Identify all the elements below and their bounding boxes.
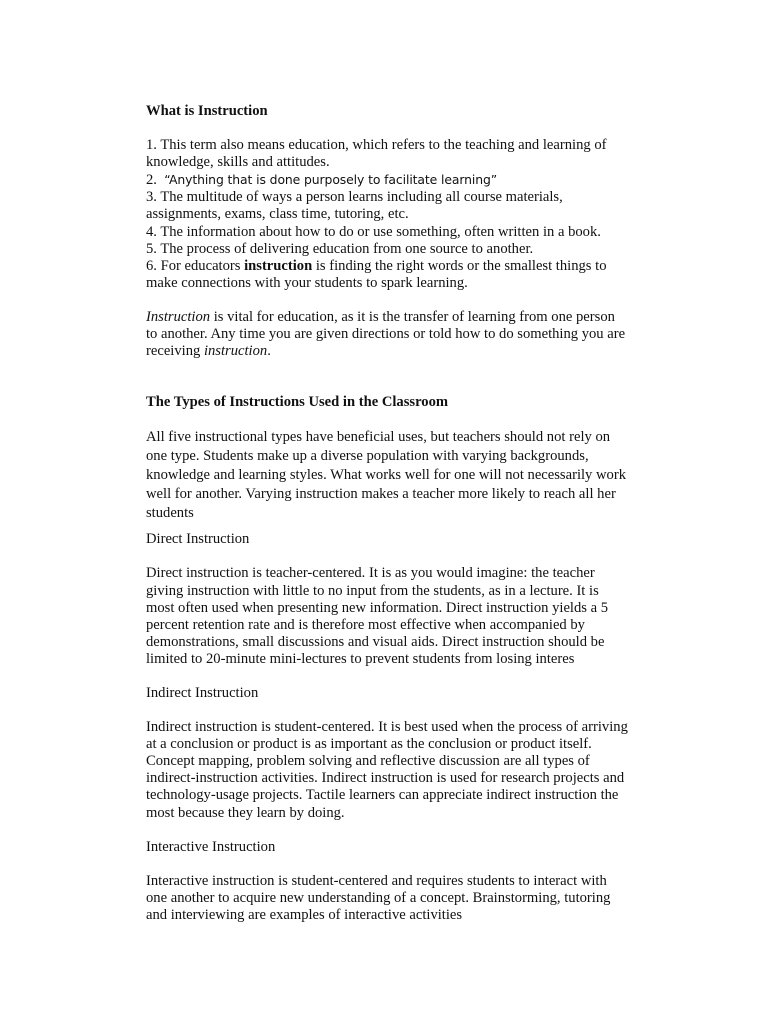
interactive-instruction-paragraph <box>146 873 646 924</box>
section-heading-what-is-instruction: What is Instruction <box>146 103 268 119</box>
subheading-indirect-instruction: Indirect Instruction <box>146 684 259 701</box>
indirect-line: Indirect instruction is student-centered. It is best used when the process of arriving <box>146 719 628 736</box>
direct-instruction-paragraph <box>146 565 646 668</box>
intro-line: knowledge and learning styles. What works well for one will not necessarily work <box>146 467 626 484</box>
subheading-interactive-instruction: Interactive Instruction <box>146 838 276 855</box>
indirect-line: most because they learn by doing. <box>146 804 345 821</box>
definition-item-1-continued: knowledge, skills and attitudes. <box>146 154 330 171</box>
paragraph-line-1-rest: is vital for education, as it is the transfer of learning from one person <box>210 308 615 325</box>
indirect-line: at a conclusion or product is as important as the conclusion or product itself. <box>146 736 592 753</box>
paragraph-italic-instruction-2: instruction <box>203 343 268 360</box>
interactive-line: and interviewing are examples of interactive activities <box>146 906 463 923</box>
instruction-paragraph <box>146 309 646 360</box>
definition-item-6-suffix: is finding the right words or the smallest things to <box>312 257 607 274</box>
definition-item-2-number: 2. <box>146 172 157 189</box>
definition-item-3-continued: assignments, exams, class time, tutoring, etc. <box>146 206 409 223</box>
indirect-line: technology-usage projects. Tactile learners can appreciate indirect instruction the <box>146 787 619 804</box>
direct-line: most often used when presenting new information. Direct instruction yields a 5 <box>146 599 609 616</box>
interactive-line: Interactive instruction is student-centered and requires students to interact with <box>146 872 607 889</box>
definition-item-1: 1. This term also means education, which refers to the teaching and learning of <box>146 137 607 154</box>
document-body <box>146 103 646 924</box>
definition-item-6-prefix: 6. For educators <box>146 257 245 274</box>
definition-item-6 <box>146 258 646 275</box>
definition-item-6-bold: instruction <box>244 257 313 274</box>
section-heading-types-of-instructions: The Types of Instructions Used in the Classroom <box>146 394 449 411</box>
indirect-line: Concept mapping, problem solving and reflective discussion are all types of <box>146 753 590 770</box>
definition-item-2-quote: “Anything that is done purposely to facilitate learning” <box>164 172 498 188</box>
paragraph-line-2: to another. Any time you are given directions or told how to do something you are <box>146 326 626 343</box>
definition-item-2 <box>146 171 646 189</box>
intro-line: students <box>146 505 194 522</box>
definition-list <box>146 137 646 292</box>
types-intro-paragraph <box>146 428 646 523</box>
direct-line: Direct instruction is teacher-centered. It is as you would imagine: the teacher <box>146 565 595 582</box>
paragraph-line-3-prefix: receiving <box>146 343 204 360</box>
intro-line: All five instructional types have beneficial uses, but teachers should not rely on <box>146 429 611 446</box>
direct-line: percent retention rate and is therefore most effective when accompanied by <box>146 616 585 633</box>
interactive-line: one another to acquire new understanding of a concept. Brainstorming, tutoring <box>146 889 611 906</box>
definition-item-4: 4. The information about how to do or use something, often written in a book. <box>146 223 601 240</box>
direct-line: limited to 20-minute mini-lectures to prevent students from losing interes <box>146 650 575 667</box>
intro-line: one type. Students make up a diverse population with varying backgrounds, <box>146 448 589 465</box>
direct-line: giving instruction with little to no input from the students, as in a lecture. It is <box>146 582 599 599</box>
definition-item-6-continued: make connections with your students to spark learning. <box>146 274 468 291</box>
definition-item-3: 3. The multitude of ways a person learns including all course materials, <box>146 189 563 206</box>
paragraph-line-1 <box>146 309 646 326</box>
definition-item-5: 5. The process of delivering education from one source to another. <box>146 240 534 257</box>
direct-line: demonstrations, small discussions and visual aids. Direct instruction should be <box>146 633 605 650</box>
subheading-direct-instruction: Direct Instruction <box>146 531 250 548</box>
paragraph-italic-instruction: Instruction <box>146 308 211 325</box>
paragraph-line-3-suffix: . <box>267 343 271 360</box>
intro-line: well for another. Varying instruction makes a teacher more likely to reach all her <box>146 486 616 503</box>
paragraph-line-3 <box>146 343 646 360</box>
indirect-line: indirect-instruction activities. Indirect instruction is used for research projects and <box>146 770 625 787</box>
indirect-instruction-paragraph <box>146 719 646 822</box>
